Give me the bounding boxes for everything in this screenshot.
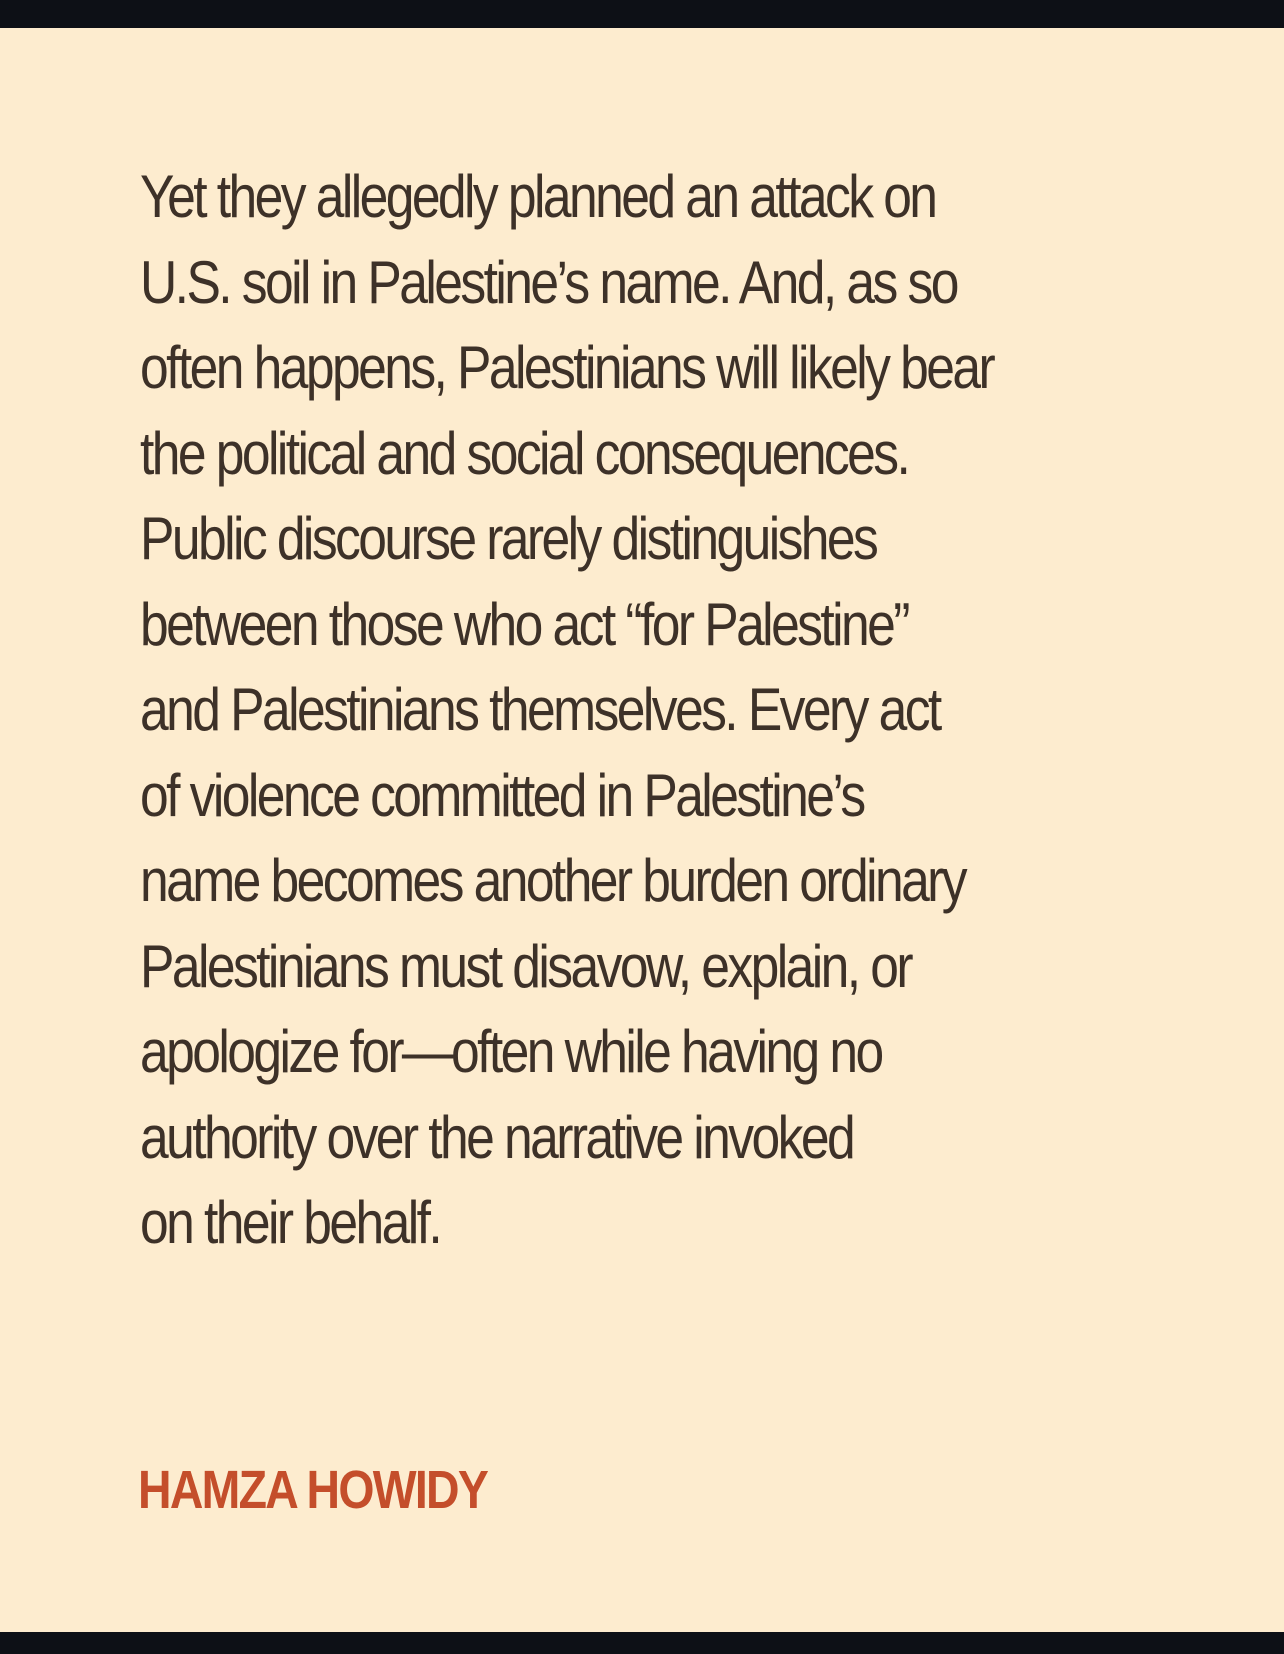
quote-line: on their behalf. xyxy=(140,1189,441,1256)
quote-line: Yet they allegedly planned an attack on xyxy=(140,163,936,230)
bottom-frame-bar xyxy=(0,1632,1284,1654)
quote-body xyxy=(140,154,1034,1266)
quote-line: the political and social consequences. xyxy=(140,419,909,487)
quote-card xyxy=(0,28,1284,1632)
quote-line: U.S. soil in Palestine’s name. And, as so xyxy=(140,248,957,316)
quote-line: name becomes another burden ordinary xyxy=(140,847,966,914)
top-frame-bar xyxy=(0,0,1284,28)
author-name: HAMZA HOWIDY xyxy=(138,1460,488,1520)
quote-line: between those who act “for Palestine” xyxy=(140,590,908,658)
quote-line: apologize for—often while having no xyxy=(140,1018,882,1085)
quote-line: Palestinians must disavow, explain, or xyxy=(140,932,912,1000)
quote-line: authority over the narrative invoked xyxy=(140,1103,854,1171)
quote-line: Public discourse rarely distinguishes xyxy=(140,505,877,572)
quote-line: often happens, Palestinians will likely bear xyxy=(140,334,994,401)
quote-line: and Palestinians themselves. Every act xyxy=(140,676,940,743)
quote-line: of violence committed in Palestine’s xyxy=(140,761,864,829)
